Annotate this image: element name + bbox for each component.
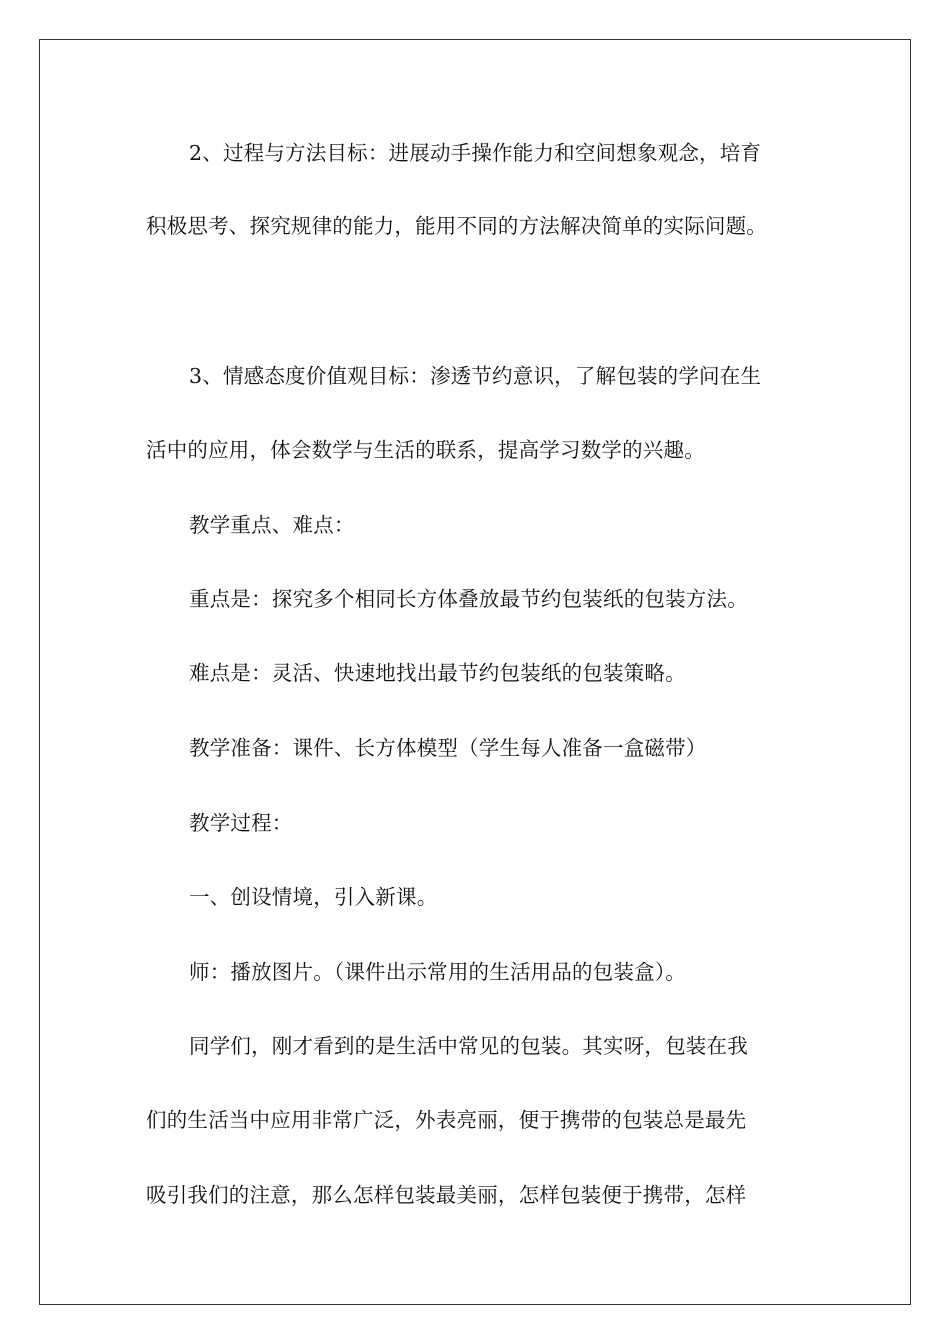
paragraph-line: 重点是：探究多个相同长方体叠放最节约包装纸的包装方法。 [189, 587, 748, 611]
paragraph-line: 3、情感态度价值观目标：渗透节约意识，了解包装的学问在生 [189, 364, 762, 388]
paragraph-line: 2、过程与方法目标：进展动手操作能力和空间想象观念，培育 [189, 141, 762, 165]
paragraph-line: 积极思考、探究规律的能力，能用不同的方法解决简单的实际问题。 [146, 214, 767, 238]
paragraph-line: 们的生活当中应用非常广泛，外表亮丽，便于携带的包装总是最先 [146, 1108, 747, 1132]
paragraph-line: 难点是：灵活、快速地找出最节约包装纸的包装策略。 [189, 661, 686, 685]
paragraph-line: 师：播放图片。（课件出示常用的生活用品的包装盒）。 [189, 960, 686, 984]
paragraph-line: 同学们，刚才看到的是生活中常见的包装。其实呀，包装在我 [189, 1034, 748, 1058]
paragraph-line: 教学准备：课件、长方体模型（学生每人准备一盒磁带） [189, 736, 707, 760]
section-heading: 教学重点、难点： [189, 513, 355, 537]
section-heading: 一、创设情境，引入新课。 [189, 885, 438, 909]
paragraph-line: 吸引我们的注意，那么怎样包装最美丽，怎样包装便于携带，怎样 [146, 1183, 747, 1207]
paragraph-line: 活中的应用，体会数学与生活的联系，提高学习数学的兴趣。 [146, 438, 705, 462]
section-heading: 教学过程： [189, 811, 293, 835]
